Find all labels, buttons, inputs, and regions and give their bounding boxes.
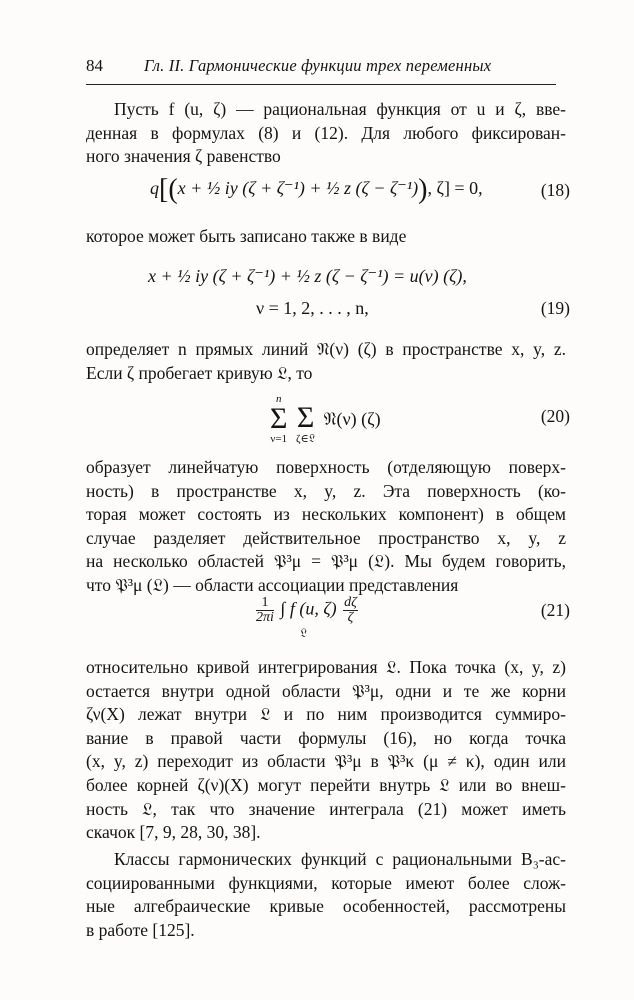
paragraph-6 (86, 848, 566, 942)
text-line: скачок [7, 9, 28, 30, 38]. (86, 822, 261, 843)
fraction-one-over-2pii (256, 596, 274, 625)
sum-upper-limit: n (275, 393, 282, 405)
equation-19-line-1: x + ½ iy (ζ + ζ⁻¹) + ½ z (ζ − ζ⁻¹) = u(ν) (ζ), (148, 266, 467, 286)
sum-over-zeta (296, 392, 315, 446)
equation-number-21: (21) (540, 600, 570, 620)
running-title: Гл. II. Гармонические функции трех переменных (144, 56, 492, 75)
text-line: определяет n прямых линий 𝔑(ν) (ζ) в пространстве x, y, z. (86, 339, 566, 359)
text-line: ζν(X) лежат внутри 𝔏 и по ним производится суммиро- (86, 704, 566, 725)
fraction-denominator: 2πi (256, 610, 274, 625)
text-line: (x, y, z) переходит из области 𝔓³μ в 𝔓³κ (μ ≠ κ), один или (86, 751, 566, 772)
text-line: Если ζ пробегает кривую 𝔏, то (86, 362, 313, 383)
paragraph-4 (86, 456, 566, 598)
text-line: ность 𝔏, так что значение интеграла (21) может иметь (86, 798, 566, 819)
eq18-expression: x + ½ iy (ζ + ζ⁻¹) + ½ z (ζ − ζ⁻¹) (177, 178, 419, 199)
text-line: торая может состоять из нескольких компонент) в общем (86, 504, 566, 525)
text-line: относительно кривой интегрирования 𝔏. Пока точка (x, y, z) (86, 657, 566, 677)
eq18-q: q (150, 178, 159, 199)
text-line: ного значения ζ равенство (86, 146, 281, 167)
equation-21 (254, 595, 360, 640)
text-line: на несколько областей 𝔓³μ = 𝔓³μ (𝔏). Мы будем говорить, (86, 551, 566, 572)
equation-20 (270, 392, 381, 446)
sum-lower-limit: ζ∈𝔏 (295, 433, 316, 445)
fraction-numerator: 1 (256, 596, 274, 611)
integral-expression: ∫ f (u, ζ) (280, 598, 337, 619)
text-line: Пусть f (u, ζ) — рациональная функция от u и ζ, вве- (114, 99, 566, 119)
paragraph-1 (86, 98, 566, 169)
text-line: ность) в пространстве x, y, z. Эта поверхность (ко- (86, 480, 566, 501)
fraction-denominator: ζ (347, 610, 354, 625)
equation-number-18: (18) (540, 180, 570, 200)
sum-lower-limit: ν=1 (270, 433, 288, 445)
paragraph-3 (86, 338, 566, 385)
text-line: ные алгебраические кривые особенностей, рассмотрены (86, 896, 566, 917)
eq18-body (150, 174, 483, 205)
text-line: образует линейчатую поверхность (отделяющую поверх- (86, 457, 566, 477)
bracket-open: [ (159, 174, 169, 205)
text-line: в работе [125]. (86, 919, 195, 940)
text-line: социированными функциями, которые имеют более слож- (86, 872, 566, 893)
text-line: более корней ζ(ν)(X) могут перейти внутрь 𝔏 или во внеш- (86, 774, 566, 795)
sum-over-nu (270, 393, 287, 445)
text-line: которое может быть записано также в виде (86, 226, 407, 246)
equation-19-line-2: ν = 1, 2, . . . , n, (256, 298, 369, 318)
sigma-symbol: Σ (296, 401, 315, 434)
fraction-dzeta-over-zeta (343, 596, 358, 625)
eq18-rhs: , ζ] = 0, (427, 178, 483, 199)
page-number: 84 (86, 56, 103, 75)
equation-18 (150, 176, 483, 204)
sigma-symbol: Σ (270, 402, 288, 435)
fraction-numerator: dζ (344, 595, 357, 610)
equation-number-19: (19) (540, 298, 570, 318)
page-header (86, 50, 556, 85)
paragraph-2 (86, 225, 566, 249)
text-line: случае разделяет действительное пространство x, y, z (86, 527, 566, 548)
paragraph-5 (86, 656, 566, 845)
text-line: Классы гармонических функций с рациональными B₃-ас- (114, 849, 566, 869)
text-line: остается внутри одной области 𝔓³μ, одни и те же корни (86, 680, 566, 701)
integral-contour: 𝔏 (300, 626, 308, 640)
equation-number-20: (20) (540, 406, 570, 426)
paren-close: ) (418, 174, 428, 205)
eq20-term: 𝔑(ν) (ζ) (323, 408, 381, 429)
text-line: что 𝔓³μ (𝔏) — области ассоциации представления (86, 574, 459, 595)
text-line: вание в правой части формулы (16), но когда точка (86, 727, 566, 748)
text-line: денная в формулах (8) и (12). Для любого фиксирован- (86, 122, 566, 143)
paren-open: ( (168, 174, 178, 205)
